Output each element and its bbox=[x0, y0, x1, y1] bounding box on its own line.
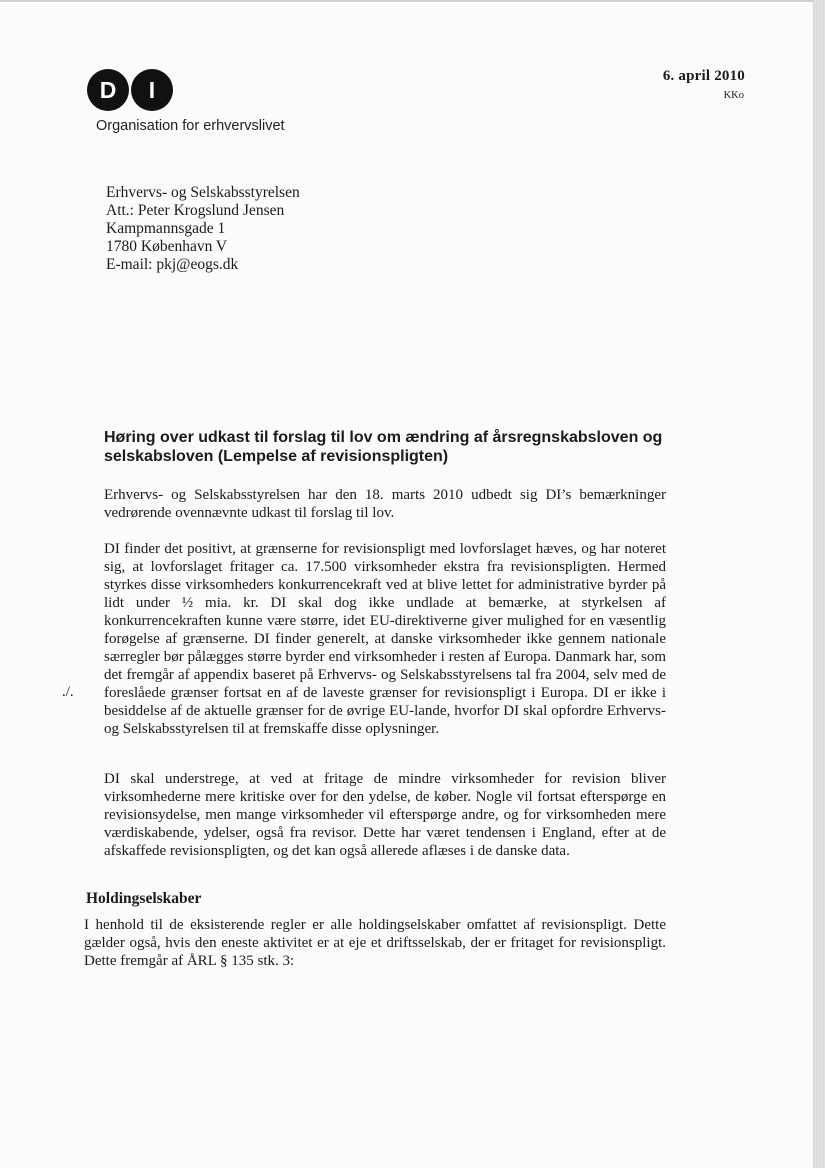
letter-date: 6. april 2010 bbox=[662, 68, 745, 84]
address-line: Erhvervs- og Selskabsstyrelsen bbox=[106, 184, 300, 201]
letter-heading: Høring over udkast til forslag til lov om ændring af årsregnskabsloven og selskabsloven (Lempelse af revisionspligten) bbox=[104, 429, 663, 465]
paragraph-intro: Erhvervs- og Selskabsstyrelsen har den 18. marts 2010 udbedt sig DI’s bemærkninger vedrørende ovennævnte udkast til forslag til lov. bbox=[104, 487, 666, 521]
address-line: Kampmannsgade 1 bbox=[106, 220, 226, 237]
logo-letter-d: D bbox=[99, 77, 117, 103]
paragraph-thresholds: DI finder det positivt, at grænserne for revisionspligt med lovforslaget hæves, og har noteret sig, at lovforslaget fritager ca. 17.500 virksomheder ekstra fra revisionspligten. Hermed styrkes disse virksomheders konkurrencekraft ved at blive lettet for administrative byrder på lidt under ½ mia. kr. DI skal dog ikke undlade at bemærke, at styrkelsen af konkurrencekraften kunne være større, idet EU-direktiverne giver mulighed for en væsentlig forøgelse af grænserne. DI finder generelt, at danske virksomheder ikke gennem nationale særregler bør pålægges større byrder end virksomheder i resten af Europa. Danmark har, som det fremgår af appendix baseret på Erhvervs- og Selskabsstyrelsens tal fra 2004, selv med de foreslåede grænser fortsat en af de laveste grænser for revisionspligt i Europa. DI er ikke i besiddelse af de aktuelle grænser for de øvrige EU-lande, hvorfor DI skal opfordre Erhvervs- og Selskabsstyrelsen til at fremskaffe disse oplysninger. bbox=[104, 541, 666, 737]
address-line: E-mail: pkj@eogs.dk bbox=[106, 256, 239, 273]
paragraph-holding-rules: I henhold til de eksisterende regler er alle holdingselskaber omfattet af revisionspligt. Dette gælder også, hvis den eneste aktivitet er at eje et driftsselskab, der er fritaget for revisionspligt. Dette fremgår af ÅRL § 135 stk. 3: bbox=[84, 917, 666, 969]
author-initials: KKo bbox=[723, 90, 744, 101]
scan-right-edge bbox=[813, 0, 825, 1168]
scan-top-edge bbox=[0, 0, 825, 2]
paragraph-audit-exemption: DI skal understrege, at ved at fritage de mindre virksomheder for revision bliver virksomhederne mere kritiske over for den ydelse, de køber. Nogle vil fortsat efterspørge en revisionsydelse, men mange virksomheder vil efterspørge andre, og for virksomheden mere værdiskabende, ydelser, også fra revisor. Dette har været tendensen i England, efter at de afskaffede revisionspligten, og det kan også allerede aflæses i de danske data. bbox=[104, 771, 666, 859]
logo-letter-i: I bbox=[148, 77, 156, 103]
di-logo bbox=[86, 68, 176, 112]
address-line: Att.: Peter Krogslund Jensen bbox=[106, 202, 285, 219]
address-line: 1780 København V bbox=[106, 238, 228, 255]
subheading-holdingselskaber: Holdingselskaber bbox=[86, 890, 202, 907]
recipient-address bbox=[106, 184, 300, 274]
organisation-name: Organisation for erhvervslivet bbox=[96, 118, 285, 134]
appendix-marker: ./. bbox=[62, 684, 74, 700]
